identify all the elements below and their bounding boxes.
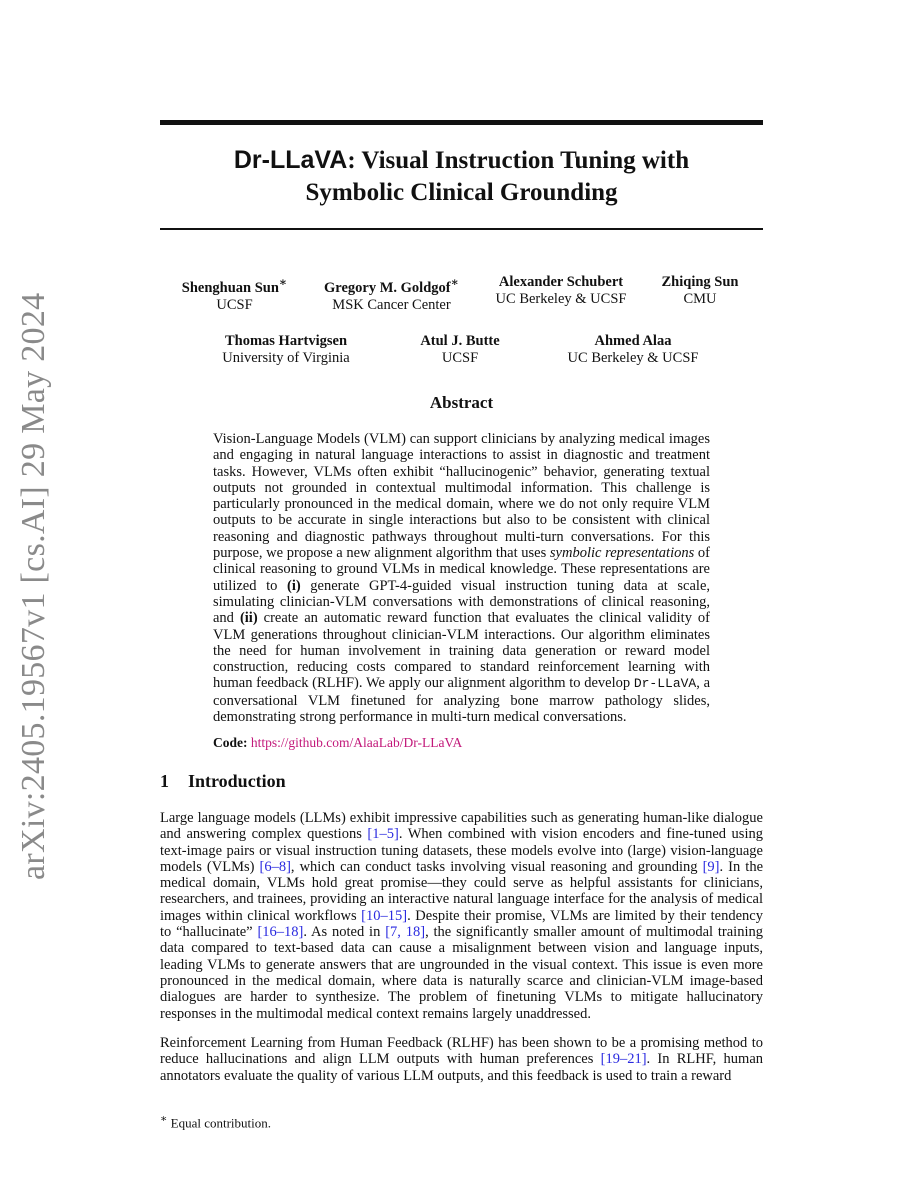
code-label: Code: [213, 735, 248, 750]
citation-link[interactable]: [19–21] [600, 1051, 647, 1068]
author-block [405, 333, 515, 367]
author-name: Atul J. Butte [420, 333, 500, 349]
arxiv-identifier: arXiv:2405.19567v1 [cs.AI] 29 May 2024 [15, 292, 52, 880]
author-name: Gregory M. Goldgof∗ [324, 275, 459, 296]
author-block [172, 274, 297, 314]
author-affiliation: UC Berkeley & UCSF [567, 350, 699, 366]
title-top-rule [160, 120, 763, 125]
abstract-heading: Abstract [429, 393, 494, 412]
footnote [160, 1112, 271, 1131]
citation-link[interactable]: [7, 18] [385, 924, 426, 941]
author-block [486, 274, 636, 308]
author-block [206, 333, 366, 367]
citation-link[interactable]: [6–8] [259, 858, 291, 875]
author-affiliation: UCSF [216, 296, 253, 313]
intro-paragraph-2: Reinforcement Learning from Human Feedback (RLHF) has been shown to be a promising method to reduce hallucinations and align LLM outputs with human preferences [19–21]. In RLHF, human annotators evaluate the quality of various LLM outputs, and this feedback is used to train a reward [160, 1035, 764, 1084]
author-affiliation: MSK Cancer Center [332, 296, 451, 313]
author-name: Ahmed Alaa [594, 333, 672, 349]
author-name: Zhiqing Sun [661, 274, 739, 290]
citation-link[interactable]: [16–18] [257, 924, 304, 941]
paper-title [160, 144, 763, 209]
author-affiliation: University of Virginia [222, 350, 350, 366]
citation-link[interactable]: [10–15] [361, 907, 408, 924]
footnote-mark: ∗ [160, 1113, 168, 1125]
author-block [558, 333, 708, 367]
model-name: Dr-LLaVA [633, 676, 697, 692]
author-name: Alexander Schubert [498, 274, 624, 290]
author-affiliation: UC Berkeley & UCSF [495, 291, 627, 307]
footnote-text: Equal contribution. [167, 1115, 271, 1131]
author-block [314, 274, 469, 314]
section-number: 1 [160, 771, 169, 791]
citation-link[interactable]: [1–5] [367, 826, 399, 843]
author-affiliation: CMU [683, 291, 717, 307]
section-title: Introduction [188, 771, 286, 791]
author-name: Shenghuan Sun∗ [181, 275, 288, 296]
citation-link[interactable]: [9] [702, 858, 720, 875]
author-affiliation: UCSF [441, 350, 479, 366]
intro-paragraph-1: Large language models (LLMs) exhibit impressive capabilities such as generating human-like dialogue and answering complex questions [1–5]. When combined with vision encoders and fine-tuned using text-image pairs or visual instruction tuning datasets, these models evolve into (large) vision-language models (VLMs) [6–8], which can conduct tasks involving visual reasoning and grounding [9]. In the medical domain, VLMs hold great promise—they could serve as helpful assistants for clinicians, researchers, and trainees, providing an interactive natural language interface for the analysis of medical images within clinical workflows [10–15]. Despite their promise, VLMs are limited by their tendency to “hallucinate” [16–18]. As noted in [7, 18], the significantly smaller amount of multimodal training data compared to text-based data can cause a misalignment between vision and language inputs, leading VLMs to generate answers that are ungrounded in the visual context. This issue is even more pronounced in the medical domain, where data is naturally scarce and clinician-VLM image-based dialogues are harder to synthesize. The problem of finetuning VLMs to mitigate hallucinatory responses in the multimodal medical context remains largely unaddressed. [160, 810, 764, 1022]
code-link[interactable]: https://github.com/AlaaLab/Dr-LLaVA [250, 735, 463, 750]
title-line2: Symbolic Clinical Grounding [305, 179, 618, 206]
title-bottom-rule [160, 228, 763, 230]
abstract-text: Vision-Language Models (VLM) can support clinicians by analyzing medical images and engaging in natural language interactions to assist in diagnostic and treatment tasks. However, VLMs often exhibit “hallucinogenic” behavior, generating textual outputs not grounded in contextual multimodal information. This challenge is particularly pronounced in the medical domain, where we do not only require VLM outputs to be accurate in single interactions but also to be consistent with clinical reasoning and diagnostic pathways throughout multi-turn conversations. For this purpose, we propose a new alignment algorithm that uses symbolic representations of clinical reasoning to ground VLMs in medical knowledge. These representations are utilized to (i) generate GPT-4-guided visual instruction tuning data at scale, simulating clinician-VLM conversations with demonstrations of clinical reasoning, and (ii) create an automatic reward function that evaluates the clinical validity of VLM generations throughout clinician-VLM interactions. Our algorithm eliminates the need for human involvement in training data generation or reward model construction, reducing costs compared to standard reinforcement learning with human feedback (RLHF). We apply our alignment algorithm to develop Dr-LLaVA, a conversational VLM finetuned for analyzing bone marrow pathology slides, demonstrating strong performance in multi-turn medical conversations. [213, 431, 711, 726]
title-brand: Dr-LLaVA [233, 146, 348, 174]
author-block [650, 274, 750, 308]
code-line [213, 735, 462, 751]
title-line1: : Visual Instruction Tuning with [347, 147, 690, 174]
section-heading [160, 771, 286, 792]
author-name: Thomas Hartvigsen [224, 333, 348, 349]
